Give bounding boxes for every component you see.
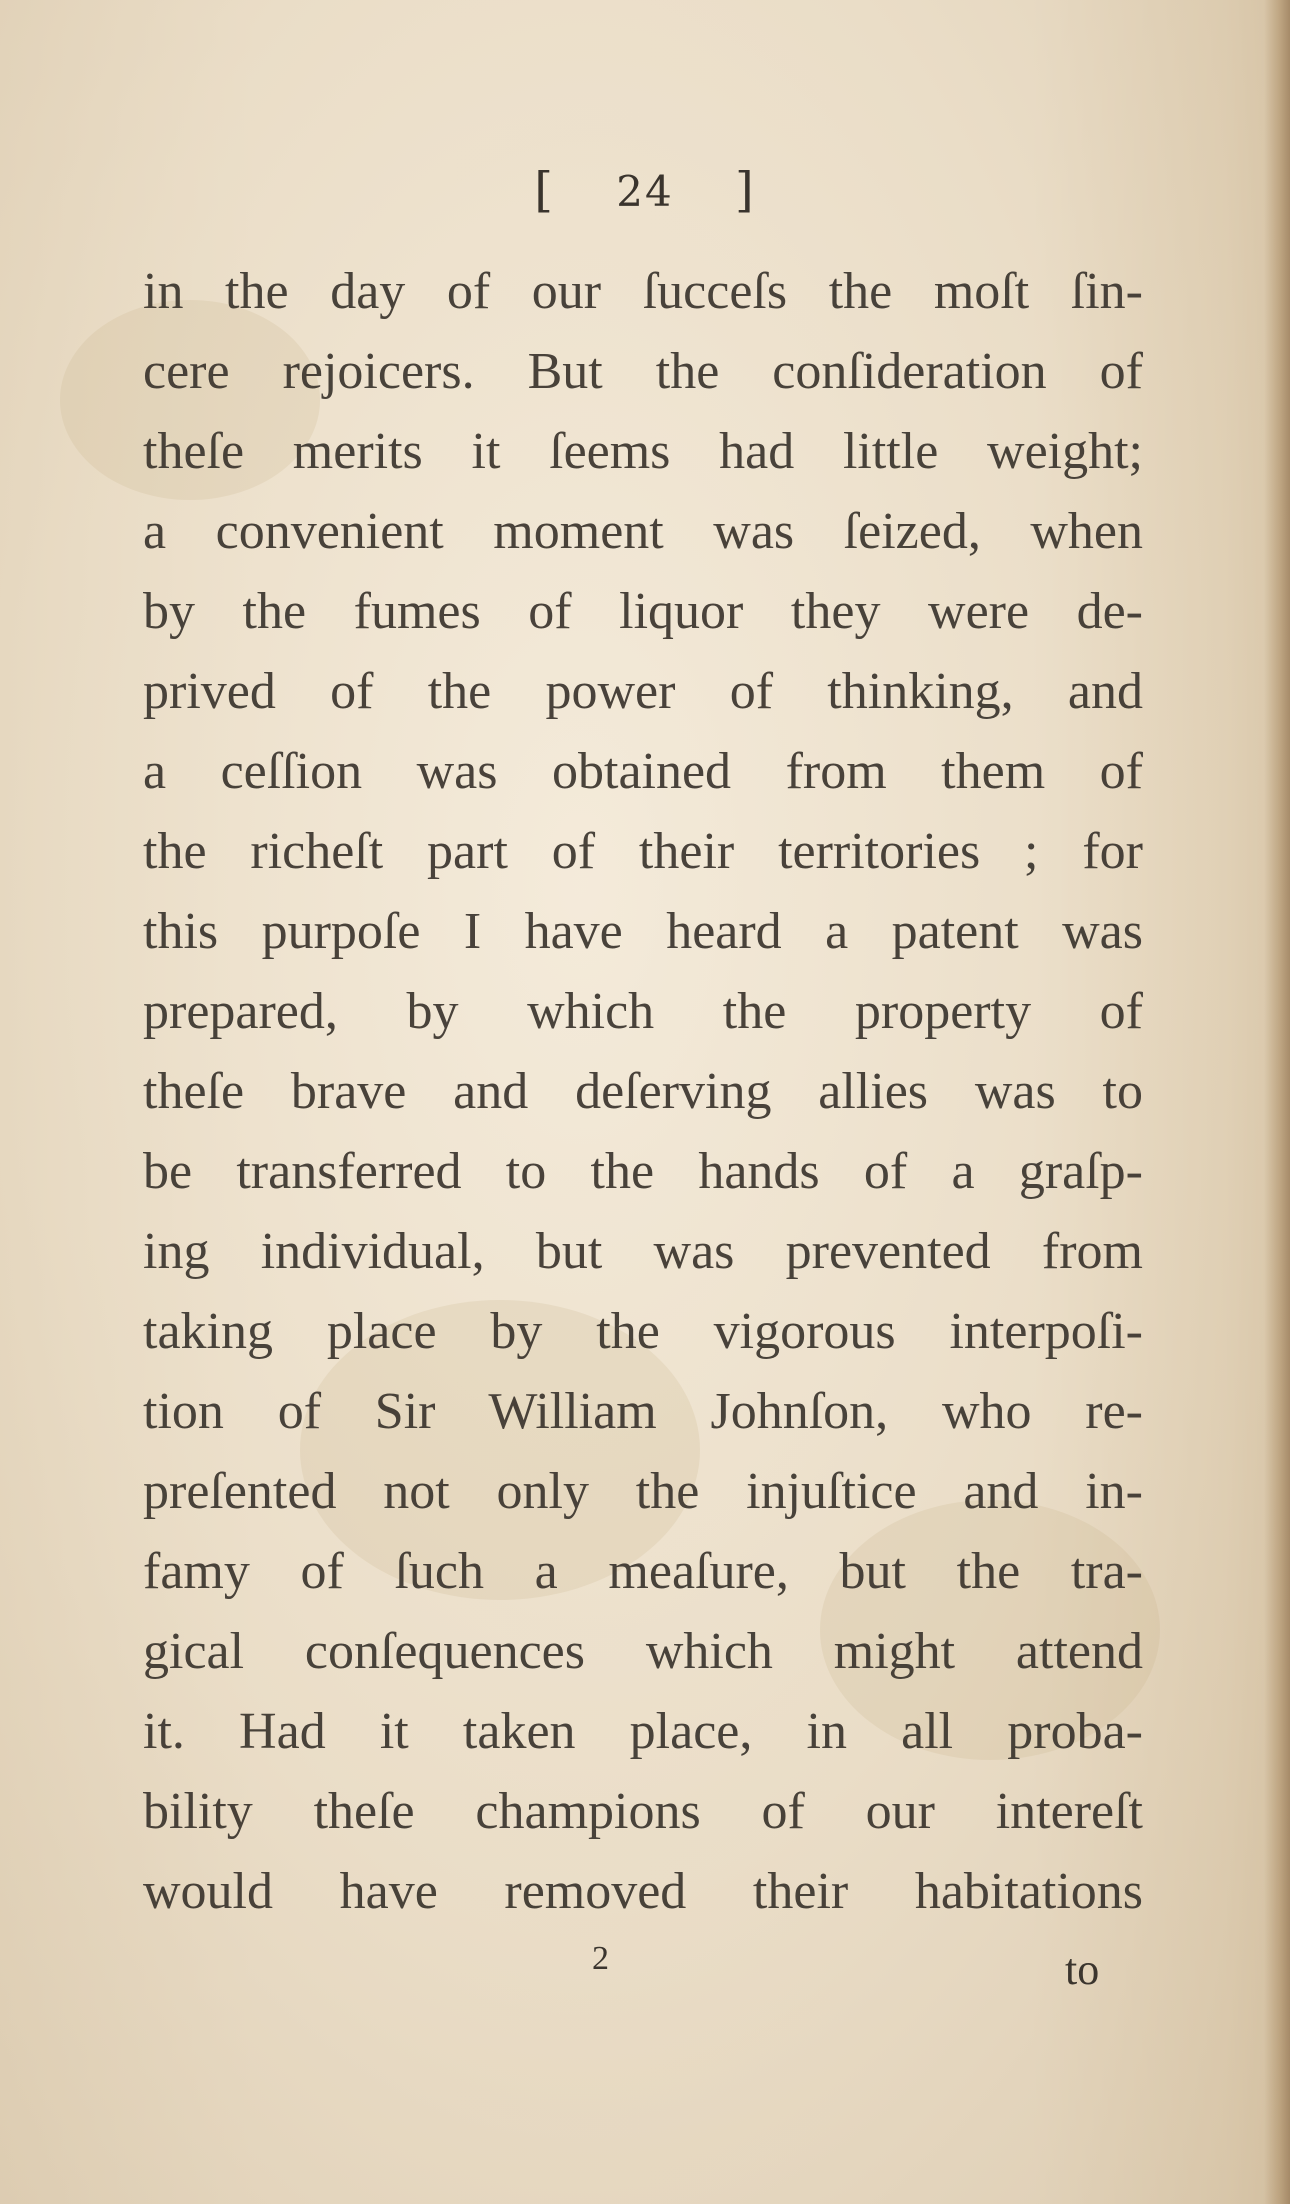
signature-mark: 2 <box>592 1940 609 1977</box>
close-bracket: ] <box>734 162 756 218</box>
page-number: 24 <box>616 167 674 216</box>
text-line: bility theſe champions of our intereſt <box>143 1783 1143 1840</box>
text-line: cere rejoicers. But the conſideration of <box>143 343 1143 400</box>
text-line: theſe brave and deſerving allies was to <box>143 1063 1143 1120</box>
text-line: prived of the power of thinking, and <box>143 663 1143 720</box>
text-line: the richeſt part of their territories ; for <box>143 823 1143 880</box>
text-line: preſented not only the injuſtice and in- <box>143 1463 1143 1520</box>
text-line: be transferred to the hands of a graſp- <box>143 1143 1143 1200</box>
page-gutter-shadow <box>1264 0 1290 2204</box>
text-line: this purpoſe I have heard a patent was <box>143 903 1143 960</box>
text-line: in the day of our ſucceſs the moſt ſin- <box>143 263 1143 320</box>
open-bracket: [ <box>534 162 555 218</box>
text-line: taking place by the vigorous interpoſi- <box>143 1303 1143 1360</box>
running-head <box>0 162 1290 218</box>
text-line: a ceſſion was obtained from them of <box>143 743 1143 800</box>
body-text <box>143 252 1143 1932</box>
text-line: ing individual, but was prevented from <box>143 1223 1143 1280</box>
text-line: gical conſequences which might attend <box>143 1623 1143 1680</box>
page-footer <box>0 1940 1290 2010</box>
catchword: to <box>1065 1945 1100 1994</box>
text-line: a convenient moment was ſeized, when <box>143 503 1143 560</box>
text-line: it. Had it taken place, in all proba- <box>143 1703 1143 1760</box>
text-line: theſe merits it ſeems had little weight; <box>143 423 1143 480</box>
text-line: by the fumes of liquor they were de- <box>143 583 1143 640</box>
text-line: tion of Sir William Johnſon, who re- <box>143 1383 1143 1440</box>
text-line: prepared, by which the property of <box>143 983 1143 1040</box>
text-line: famy of ſuch a meaſure, but the tra- <box>143 1543 1143 1600</box>
text-line: would have removed their habitations <box>143 1863 1143 1920</box>
